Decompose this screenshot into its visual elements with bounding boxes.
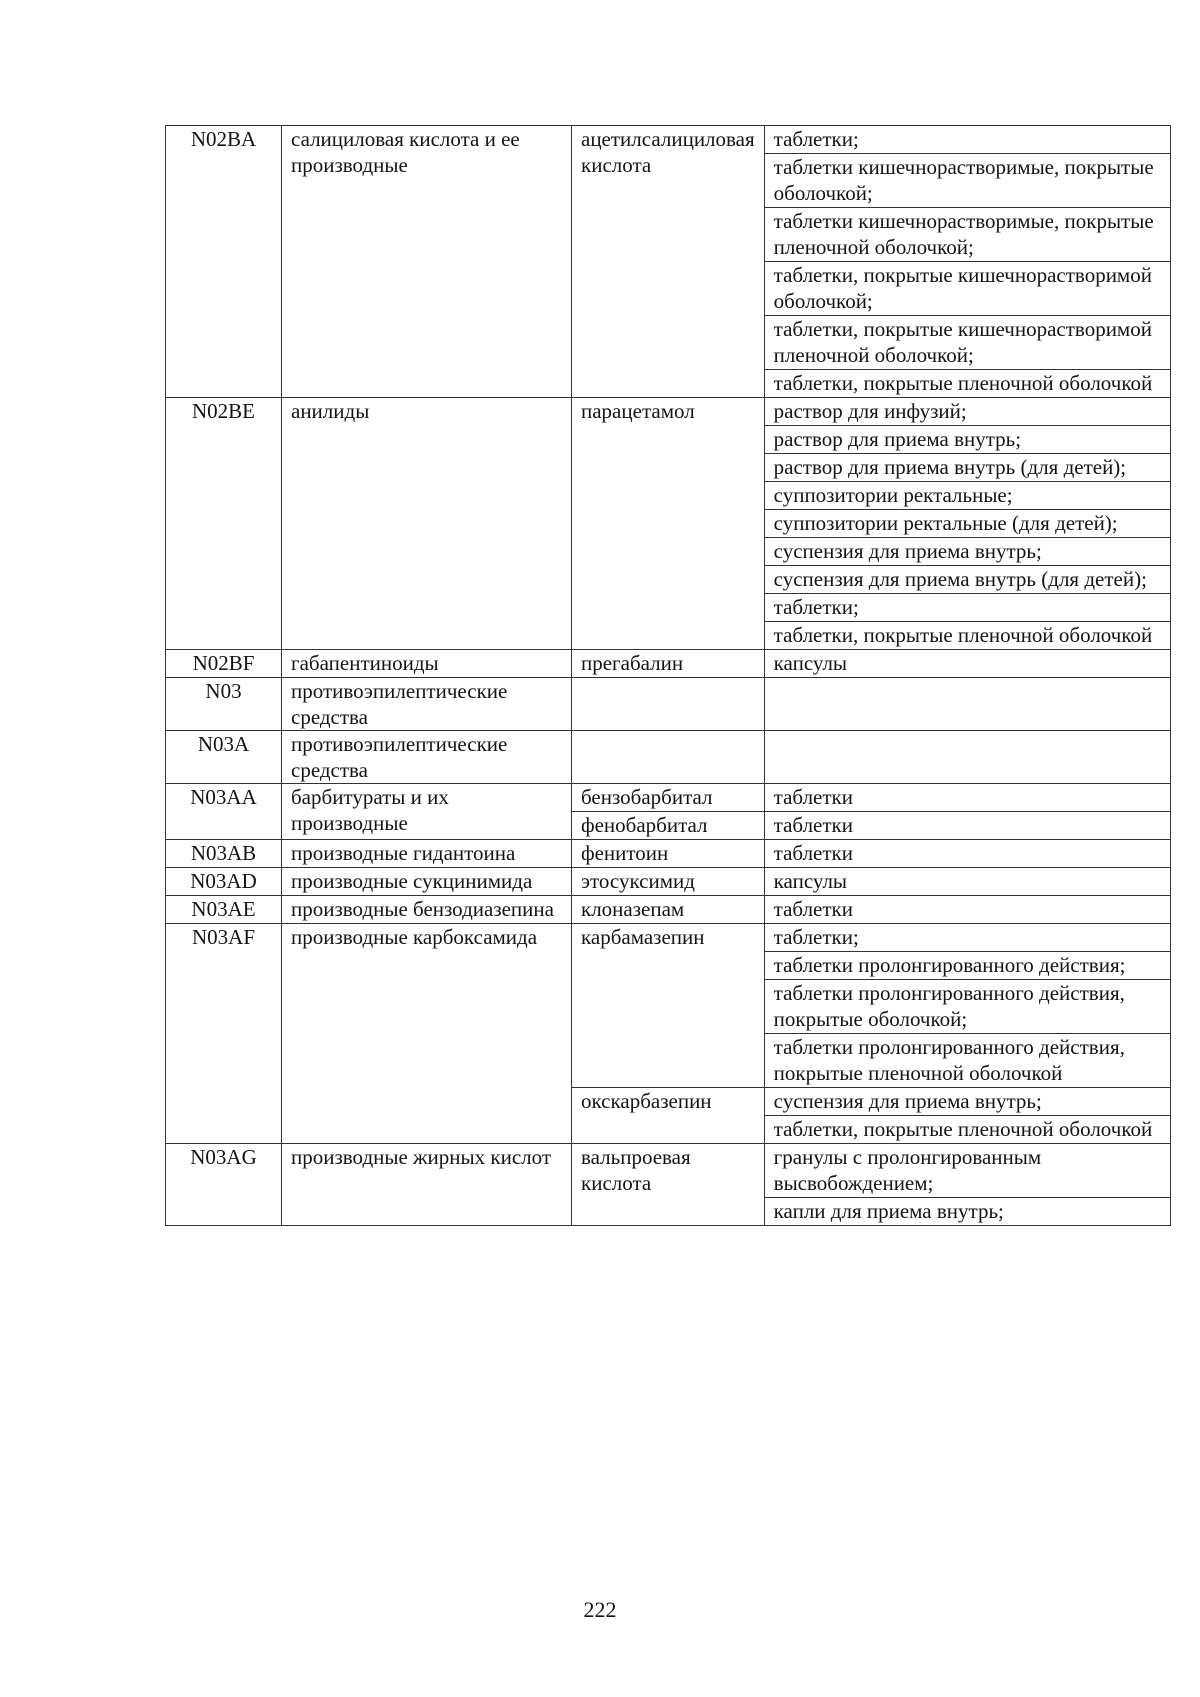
drug-name-cell: фенитоин: [572, 840, 765, 868]
table-row: [166, 868, 1171, 896]
anatomical-group-cell: салициловая кислота и ее производные: [282, 126, 572, 398]
table-row: [166, 840, 1171, 868]
dosage-forms-cell: [764, 784, 1170, 812]
table-row: [166, 784, 1171, 812]
atc-code-cell: N03AA: [166, 784, 282, 840]
dosage-form: суппозитории ректальные (для детей);: [765, 510, 1170, 538]
drug-name-cell: парацетамол: [572, 398, 765, 650]
table-row: [166, 678, 1171, 731]
dosage-form: раствор для приема внутрь;: [765, 426, 1170, 454]
drug-name-cell: [572, 731, 765, 784]
table-row: [166, 1144, 1171, 1226]
anatomical-group-cell: производные жирных кислот: [282, 1144, 572, 1226]
table-row: [166, 126, 1171, 398]
anatomical-group-cell: производные гидантоина: [282, 840, 572, 868]
dosage-forms-cell: [764, 1144, 1170, 1226]
dosage-form: капли для приема внутрь;: [773, 1199, 1004, 1223]
drug-name-cell: клоназепам: [572, 896, 765, 924]
drug-name-cell: ацетилсалициловая кислота: [572, 126, 765, 398]
dosage-form: таблетки, покрытые пленочной оболочкой: [773, 623, 1153, 647]
table-row: [166, 924, 1171, 1088]
dosage-forms-cell: [764, 840, 1170, 868]
atc-code-cell: N02BE: [166, 398, 282, 650]
page-number: 222: [583, 1597, 617, 1622]
dosage-form: суппозитории ректальные;: [765, 482, 1170, 510]
dosage-forms-cell: [764, 398, 1170, 650]
dosage-form: таблетки;: [765, 126, 1170, 154]
anatomical-group-cell: анилиды: [282, 398, 572, 650]
dosage-form: раствор для приема внутрь (для детей);: [765, 454, 1170, 482]
dosage-forms-cell: [764, 731, 1170, 784]
anatomical-group-cell: производные бензодиазепина: [282, 896, 572, 924]
dosage-forms-cell: [764, 126, 1170, 398]
dosage-forms-cell: [764, 868, 1170, 896]
dosage-form: таблетки;: [765, 924, 1170, 952]
anatomical-group-cell: производные сукцинимида: [282, 868, 572, 896]
table-row: [166, 731, 1171, 784]
dosage-forms-cell: [764, 812, 1170, 840]
table-row: [166, 650, 1171, 678]
dosage-form: таблетки: [773, 897, 853, 921]
dosage-form: суспензия для приема внутрь;: [765, 538, 1170, 566]
dosage-form: таблетки, покрытые пленочной оболочкой: [773, 371, 1153, 395]
atc-code-cell: N02BF: [166, 650, 282, 678]
table-row: [166, 896, 1171, 924]
dosage-form: таблетки кишечнорастворимые, покрытые оболочкой;: [765, 154, 1170, 208]
dosage-forms-cell: [764, 1088, 1170, 1144]
dosage-form: капсулы: [773, 869, 848, 893]
dosage-forms-cell: [764, 678, 1170, 731]
atc-code-cell: N03AF: [166, 924, 282, 1144]
dosage-form: суспензия для приема внутрь (для детей);: [765, 566, 1170, 594]
dosage-form: таблетки: [773, 813, 853, 837]
dosage-form: таблетки пролонгированного действия, покрытые оболочкой;: [765, 980, 1170, 1034]
dosage-form: таблетки: [773, 841, 853, 865]
dosage-form: капсулы: [773, 651, 848, 675]
drug-name-cell: [572, 678, 765, 731]
dosage-forms-cell: [764, 924, 1170, 1088]
dosage-form: таблетки: [773, 785, 853, 809]
drug-name-cell: окскарбазепин: [572, 1088, 765, 1144]
dosage-form: таблетки, покрытые кишечнорастворимой оболочкой;: [765, 262, 1170, 316]
atc-code-cell: N03A: [166, 731, 282, 784]
drug-name-cell: бензобарбитал: [572, 784, 765, 812]
table-row: [166, 398, 1171, 650]
table-body: [166, 126, 1171, 1226]
drug-name-cell: этосуксимид: [572, 868, 765, 896]
drug-table: [165, 125, 1171, 1226]
atc-code-cell: N02BA: [166, 126, 282, 398]
drug-name-cell: фенобарбитал: [572, 812, 765, 840]
anatomical-group-cell: габапентиноиды: [282, 650, 572, 678]
drug-name-cell: карбамазепин: [572, 924, 765, 1088]
atc-code-cell: N03AE: [166, 896, 282, 924]
dosage-form: раствор для инфузий;: [765, 398, 1170, 426]
dosage-forms-cell: [764, 650, 1170, 678]
dosage-forms-cell: [764, 896, 1170, 924]
dosage-form: таблетки пролонгированного действия, покрытые пленочной оболочкой: [773, 1035, 1125, 1085]
drug-name-cell: вальпроевая кислота: [572, 1144, 765, 1226]
atc-code-cell: N03: [166, 678, 282, 731]
atc-code-cell: N03AD: [166, 868, 282, 896]
dosage-form: таблетки пролонгированного действия;: [765, 952, 1170, 980]
anatomical-group-cell: противоэпилептические средства: [282, 678, 572, 731]
atc-code-cell: N03AB: [166, 840, 282, 868]
anatomical-group-cell: противоэпилептические средства: [282, 731, 572, 784]
dosage-form: таблетки, покрытые пленочной оболочкой: [773, 1117, 1153, 1141]
anatomical-group-cell: производные карбоксамида: [282, 924, 572, 1144]
anatomical-group-cell: барбитураты и их производные: [282, 784, 572, 840]
dosage-form: таблетки;: [765, 594, 1170, 622]
atc-code-cell: N03AG: [166, 1144, 282, 1226]
drug-name-cell: прегабалин: [572, 650, 765, 678]
dosage-form: суспензия для приема внутрь;: [765, 1088, 1170, 1116]
dosage-form: таблетки, покрытые кишечнорастворимой пленочной оболочкой;: [765, 316, 1170, 370]
dosage-form: таблетки кишечнорастворимые, покрытые пленочной оболочкой;: [765, 208, 1170, 262]
dosage-form: гранулы с пролонгированным высвобождением;: [765, 1144, 1170, 1198]
